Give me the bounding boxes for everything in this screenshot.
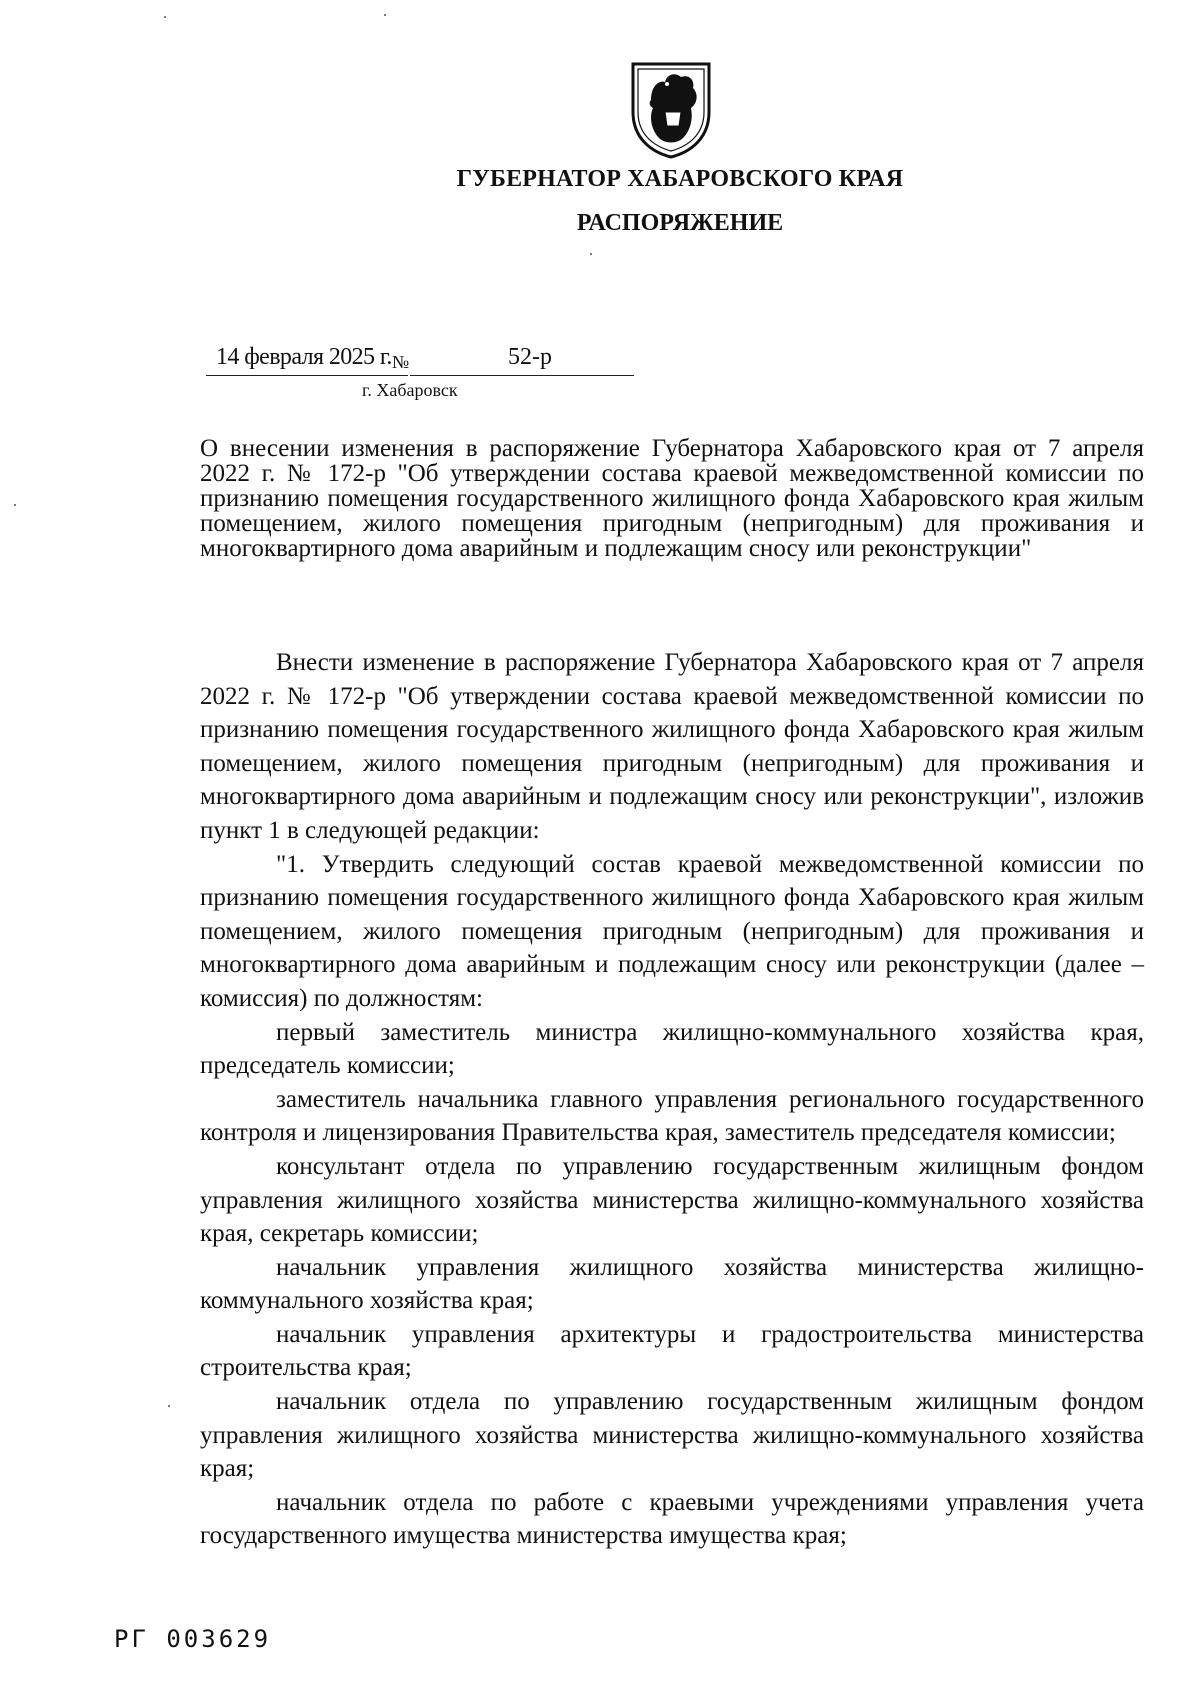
- body-paragraph: "1. Утвердить следующий состав краевой межведомственной комиссии по признанию помещения государственного жилищного фонда Хабаровского края жилым помещением, жилого помещения пригодным (непригодным) для проживания и многоквартирного дома аварийным и подлежащим сносу или реконструкции (далее – комиссия) по должностям:: [200, 850, 1144, 1012]
- body-paragraph: начальник отдела по работе с краевыми учреждениями управления учета государственного имущества министерства имущества края;: [200, 1488, 1144, 1550]
- scan-speck: [590, 253, 592, 255]
- body-paragraph: консультант отдела по управлению государственным жилищным фондом управления жилищного хозяйства министерства жилищно-коммунального хозяйства края, секретарь комиссии;: [200, 1152, 1144, 1248]
- coat-of-arms-icon: [629, 60, 713, 160]
- body-paragraph: первый заместитель министра жилищно-коммунального хозяйства края, председатель комиссии;: [200, 1018, 1144, 1080]
- body-paragraph: заместитель начальника главного управления регионального государственного контроля и лицензирования Правительства края, заместитель председателя комиссии;: [200, 1085, 1144, 1147]
- document-number: 52-р: [508, 344, 552, 370]
- body-paragraph: начальник управления архитектуры и градостроительства министерства строительства края;: [200, 1320, 1144, 1382]
- body-paragraph: начальник управления жилищного хозяйства министерства жилищно-коммунального хозяйства края;: [200, 1253, 1144, 1315]
- document-date: 14 февраля 2025 г.: [216, 344, 392, 370]
- body-paragraph: Внести изменение в распоряжение Губернатора Хабаровского края от 7 апреля 2022 г. № 172-р "Об утверждении состава краевой межведомственной комиссии по признанию помещения государственного жилищного фонда Хабаровского края жилым помещением, жилого помещения пригодным (непригодным) для проживания и многоквартирного дома аварийным и подлежащим сносу или реконструкции", изложив пункт 1 в следующей редакции:: [200, 649, 1144, 844]
- scan-speck: [168, 1405, 170, 1407]
- issuing-authority: ГУБЕРНАТОР ХАБАРОВСКОГО КРАЯ: [456, 166, 904, 192]
- scan-speck: [384, 14, 386, 16]
- document-subject: О внесении изменения в распоряжение Губернатора Хабаровского края от 7 апреля 2022 г. № 172-р "Об утверждении состава краевой межведомственной комиссии по признанию помещения государственного жилищного фонда Хабаровского края жилым помещением, жилого помещения пригодным (непригодным) для проживания и многоквартирного дома аварийным и подлежащим сносу или реконструкции": [200, 435, 1144, 562]
- body-paragraph: начальник отдела по управлению государственным жилищным фондом управления жилищного хозяйства министерства жилищно-коммунального хозяйства края;: [200, 1388, 1144, 1483]
- document-city: г. Хабаровск: [362, 380, 458, 400]
- number-label: №: [392, 352, 410, 372]
- document-body: [200, 646, 1144, 1553]
- form-code: РГ 003629: [114, 1625, 272, 1653]
- scan-speck: [164, 16, 166, 18]
- date-underline: [206, 375, 408, 376]
- scan-speck: [14, 504, 16, 506]
- number-underline: [410, 375, 634, 376]
- document-type: РАСПОРЯЖЕНИЕ: [576, 210, 784, 236]
